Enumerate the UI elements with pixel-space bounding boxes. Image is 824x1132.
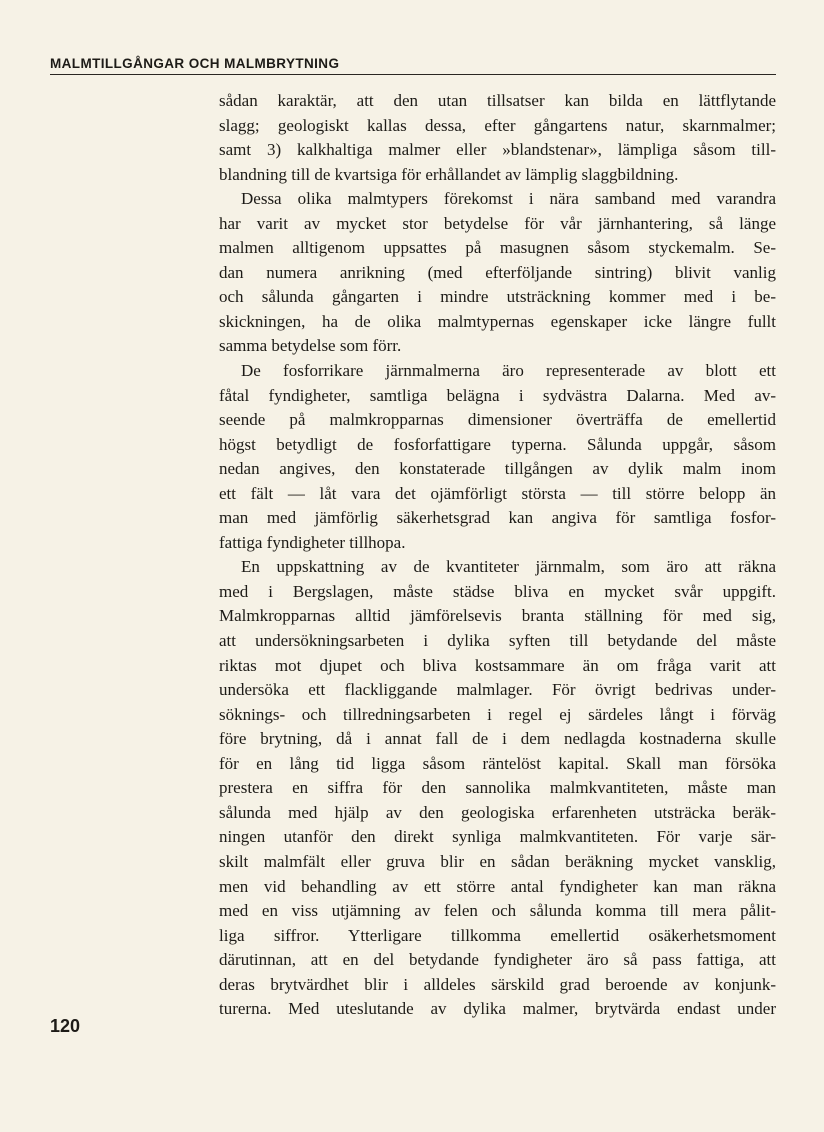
text-line: man med jämförlig säkerhetsgrad kan angiva för samtliga fosfor-	[219, 508, 776, 528]
text-line: före brytning, då i annat fall de i dem nedlagda kostnaderna skulle	[219, 729, 776, 749]
text-line: De fosforrikare järnmalmerna äro representerade av blott ett	[241, 361, 776, 381]
running-head: MALMTILLGÅNGAR OCH MALMBRYTNING	[50, 56, 340, 71]
text-line: riktas mot djupet och bliva kostsammare än om fråga varit att	[219, 655, 776, 675]
text-line: fåtal fyndigheter, samtliga belägna i sydvästra Dalarna. Med av-	[219, 385, 776, 405]
text-line: skickningen, ha de olika malmtypernas egenskaper icke längre fullt	[219, 311, 776, 331]
text-line: sådan karaktär, att den utan tillsatser kan bilda en lättflytande	[219, 91, 776, 110]
text-line: liga siffror. Ytterligare tillkomma emellertid osäkerhetsmoment	[219, 925, 776, 945]
text-line: malmen alltigenom uppsattes på masugnen såsom styckemalm. Se-	[219, 238, 776, 258]
text-line: ett fält — låt vara det ojämförligt största — till större belopp än	[219, 483, 776, 503]
text-line: fattiga fyndigheter tillhopa.	[219, 532, 406, 552]
text-line: dan numera anrikning (med efterföljande sintring) blivit vanlig	[219, 262, 776, 282]
text-line: söknings- och tillredningsarbeten i regel ej särdeles långt i förväg	[219, 704, 776, 724]
text-line: Malmkropparnas alltid jämförelsevis branta ställning för med sig,	[219, 606, 776, 626]
text-line: nedan angives, den konstaterade tillgången av dylik malm inom	[219, 459, 776, 479]
text-line: En uppskattning av de kvantiteter järnmalm, som äro att räkna	[241, 557, 776, 577]
text-line: samma betydelse som förr.	[219, 336, 402, 356]
text-line: med i Bergslagen, måste städse bliva en mycket svår uppgift.	[219, 581, 776, 601]
text-line: men vid behandling av ett större antal fyndigheter kan man räkna	[219, 876, 776, 896]
text-line: slagg; geologiskt kallas dessa, efter gångartens natur, skarnmalmer;	[219, 115, 776, 135]
text-line: med en viss utjämning av felen och sålunda komma till mera pålit-	[219, 901, 776, 921]
text-line: undersöka ett flackliggande malmlager. För övrigt bedrivas under-	[219, 680, 776, 700]
text-line: därutinnan, att en del betydande fyndigheter äro så pass fattiga, att	[219, 950, 776, 970]
text-line: seende på malmkropparnas dimensioner överträffa de emellertid	[219, 410, 776, 430]
body-text	[219, 89, 776, 1022]
text-line: högst betydligt de fosforfattigare typerna. Sålunda uppgår, såsom	[219, 434, 776, 454]
text-line: samt 3) kalkhaltiga malmer eller »blandstenar», lämpliga såsom till-	[219, 140, 776, 160]
text-line: Dessa olika malmtypers förekomst i nära samband med varandra	[241, 189, 776, 209]
text-line: har varit av mycket stor betydelse för vår järnhantering, så länge	[219, 213, 776, 233]
text-line: prestera en siffra för den sannolika malmkvantiteten, måste man	[219, 778, 776, 798]
text-line: ningen utanför den direkt synliga malmkvantiteten. För varje sär-	[219, 827, 776, 847]
text-line: deras brytvärdhet blir i alldeles särskild grad beroende av konjunk-	[219, 974, 776, 994]
text-line: skilt malmfält eller gruva blir en sådan beräkning mycket vansklig,	[219, 851, 776, 871]
text-line: blandning till de kvartsiga för erhållandet av lämplig slaggbildning.	[219, 164, 679, 184]
page-number: 120	[50, 1016, 81, 1036]
text-line: för en lång tid ligga såsom räntelöst kapital. Skall man försöka	[219, 753, 776, 773]
text-line: och sålunda gångarten i mindre utsträckning kommer med i be-	[219, 287, 776, 307]
text-line: att undersökningsarbeten i dylika syften till betydande del måste	[219, 631, 776, 651]
text-line: turerna. Med uteslutande av dylika malmer, brytvärda endast under	[219, 999, 776, 1019]
header-rule	[50, 74, 776, 75]
text-line: sålunda med hjälp av den geologiska erfarenheten utsträcka beräk-	[219, 802, 776, 822]
